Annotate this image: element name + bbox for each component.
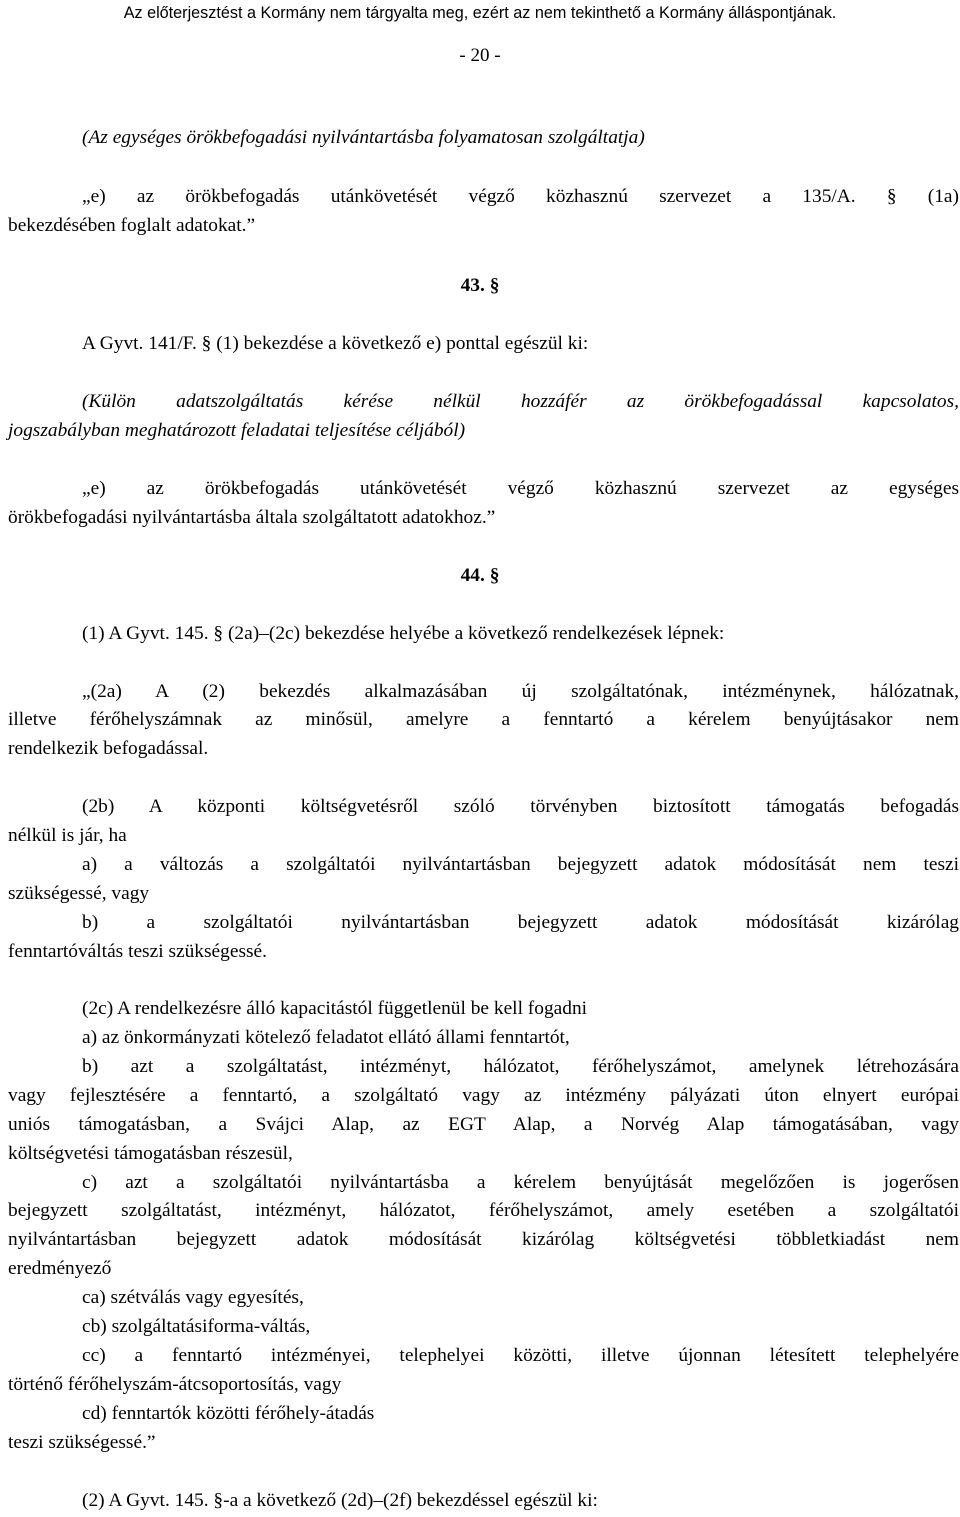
- text-line: cd) fenntartók közötti férőhely-átadás: [82, 1403, 375, 1424]
- text-line: rendelkezik befogadással.: [8, 738, 209, 759]
- text-line: jogszabályban meghatározott feladatai teljesítése céljából): [8, 420, 466, 441]
- text-line: (2b) A központi költségvetésről szóló törvényben biztosított támogatás befogadás: [82, 796, 959, 817]
- text-line: (Az egységes örökbefogadási nyilvántartásba folyamatosan szolgáltatja): [82, 127, 645, 148]
- text-line: örökbefogadási nyilvántartásba általa szolgáltatott adatokhoz.”: [8, 507, 496, 528]
- text-line: a) az önkormányzati kötelező feladatot ellátó állami fenntartót,: [82, 1027, 570, 1048]
- text-line: b) a szolgáltatói nyilvántartásban bejegyzett adatok módosítását kizárólag: [82, 912, 959, 933]
- text-line: teszi szükségessé.”: [8, 1432, 156, 1453]
- text-line: bekezdésében foglalt adatokat.”: [8, 215, 256, 236]
- text-line: (1) A Gyvt. 145. § (2a)–(2c) bekezdése helyébe a következő rendelkezések lépnek:: [82, 623, 725, 644]
- disclaimer-header: Az előterjesztést a Kormány nem tárgyalta meg, ezért az nem tekinthető a Kormány álláspontjának.: [123, 4, 837, 22]
- text-line: uniós támogatásban, a Svájci Alap, az EGT Alap, a Norvég Alap támogatásában, vagy: [8, 1114, 959, 1135]
- text-line: a) a változás a szolgáltatói nyilvántartásban bejegyzett adatok módosítását nem teszi: [82, 854, 959, 875]
- text-line: A Gyvt. 141/F. § (1) bekezdése a következő e) ponttal egészül ki:: [82, 333, 589, 354]
- text-line: nyilvántartásban bejegyzett adatok módosítását kizárólag költségvetési többletkiadást nem: [8, 1229, 959, 1250]
- text-line: c) azt a szolgáltatói nyilvántartásba a kérelem benyújtását megelőzően is jogerősen: [82, 1172, 959, 1193]
- text-line: (Külön adatszolgáltatás kérése nélkül hozzáfér az örökbefogadással kapcsolatos,: [82, 391, 959, 412]
- text-line: ca) szétválás vagy egyesítés,: [82, 1287, 304, 1308]
- section-heading: 43. §: [460, 275, 500, 296]
- text-line: „e) az örökbefogadás utánkövetését végző közhasznú szervezet a 135/A. § (1a): [82, 186, 959, 207]
- text-line: szükségessé, vagy: [8, 883, 150, 904]
- text-line: bejegyzett szolgáltatást, intézményt, hálózatot, férőhelyszámot, amely esetében a szolgáltatói: [8, 1200, 959, 1221]
- text-line: fenntartóváltás teszi szükségessé.: [8, 941, 267, 962]
- text-line: költségvetési támogatásban részesül,: [8, 1143, 293, 1164]
- text-line: „(2a) A (2) bekezdés alkalmazásában új szolgáltatónak, intézménynek, hálózatnak,: [82, 681, 959, 702]
- text-line: történő férőhelyszám-átcsoportosítás, vagy: [8, 1374, 342, 1395]
- text-line: eredményező: [8, 1258, 112, 1279]
- text-line: vagy fejlesztésére a fenntartó, a szolgáltató vagy az intézmény pályázati úton elnyert európai: [8, 1085, 959, 1106]
- text-line: nélkül is jár, ha: [8, 825, 127, 846]
- text-line: cc) a fenntartó intézményei, telephelyei közötti, illetve újonnan létesített telephelyére: [82, 1345, 959, 1366]
- page-number: - 20 -: [459, 45, 501, 66]
- text-line: „e) az örökbefogadás utánkövetését végző közhasznú szervezet az egységes: [82, 478, 959, 499]
- section-heading: 44. §: [460, 565, 500, 586]
- text-line: illetve férőhelyszámnak az minősül, amelyre a fenntartó a kérelem benyújtásakor nem: [8, 709, 959, 730]
- text-line: b) azt a szolgáltatást, intézményt, hálózatot, férőhelyszámot, amelynek létrehozására: [82, 1056, 959, 1077]
- text-line: (2) A Gyvt. 145. §-a a következő (2d)–(2f) bekezdéssel egészül ki:: [82, 1490, 598, 1511]
- text-line: cb) szolgáltatásiforma-váltás,: [82, 1316, 311, 1337]
- text-line: (2c) A rendelkezésre álló kapacitástól függetlenül be kell fogadni: [82, 998, 588, 1019]
